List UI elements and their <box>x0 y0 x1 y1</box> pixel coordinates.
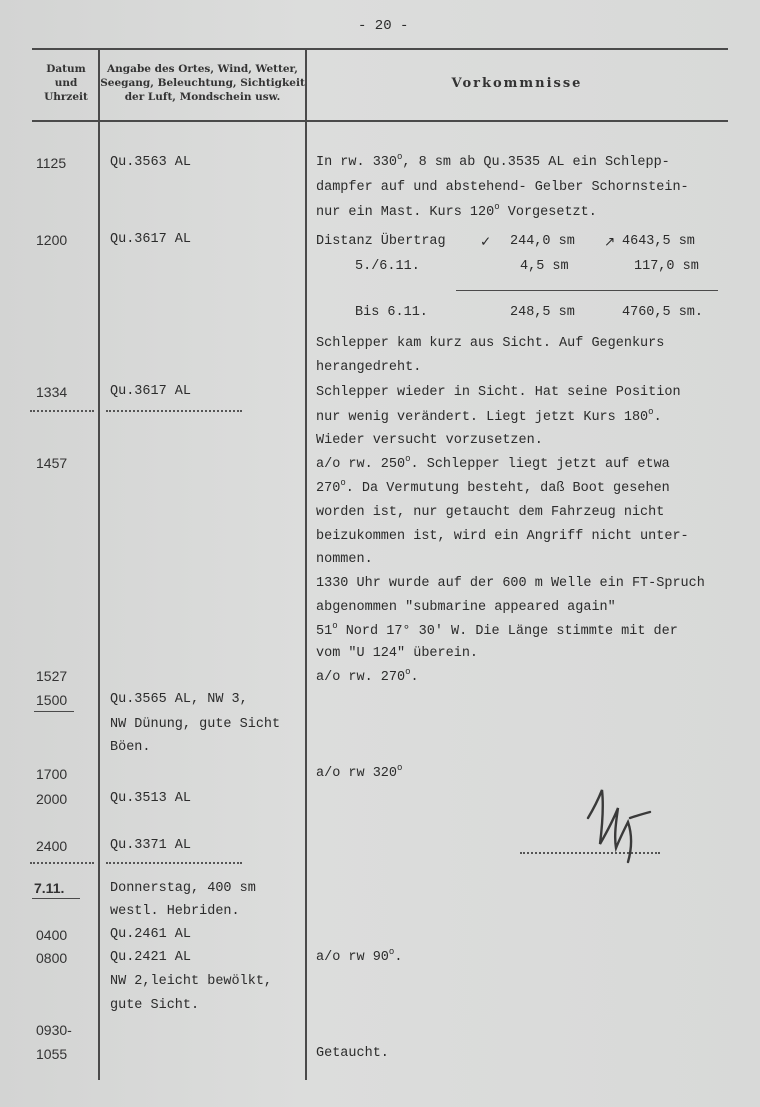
text-span: In rw. 330 <box>316 155 398 170</box>
column-divider-1 <box>98 50 100 1080</box>
place-0800: gute Sicht. <box>110 998 200 1013</box>
text-line <box>316 550 373 570</box>
time-0400: 0400 <box>36 927 68 943</box>
text-line <box>316 203 597 223</box>
text-line <box>316 598 616 618</box>
text-span: worden ist, nur getaucht dem Fahrzeug nicht <box>316 505 665 520</box>
text-line <box>316 153 670 173</box>
text-line: Schlepper kam kurz aus Sicht. Auf Gegenkurs <box>316 336 665 351</box>
place-1334: Qu.3617 AL <box>110 384 192 399</box>
text-span: a/o rw 320 <box>316 766 398 781</box>
text-line <box>316 644 478 664</box>
time-0800: 0800 <box>36 950 68 966</box>
place-0800: Qu.2421 AL <box>110 950 192 965</box>
dotted-rule <box>106 410 242 412</box>
time-1457: 1457 <box>36 455 68 471</box>
date-7-11: 7.11. <box>34 880 65 896</box>
place-1125: Qu.3563 AL <box>110 155 192 170</box>
time-1334: 1334 <box>36 384 68 400</box>
sum-rule <box>456 290 718 291</box>
place-0711: westl. Hebriden. <box>110 904 240 919</box>
time-1200: 1200 <box>36 232 68 248</box>
text-span: Vorgesetzt. <box>499 205 597 220</box>
text-span: 51 <box>316 624 333 639</box>
degree-sup: o <box>388 946 395 957</box>
page-number: - 20 - <box>358 18 409 34</box>
time-1055: 1055 <box>36 1046 68 1062</box>
top-rule <box>32 48 728 50</box>
degree-sup: o <box>397 762 403 773</box>
text-span: vom "U 124" überein. <box>316 646 479 661</box>
text-span: abgenommen "submarine appeared again" <box>316 600 616 615</box>
place-1500: Qu.3565 AL, NW 3, <box>110 692 248 707</box>
time-1700: 1700 <box>36 766 68 782</box>
dotted-rule <box>30 862 94 864</box>
header-ort-line: Seegang, Beleuchtung, Sichtigkeit <box>100 77 305 89</box>
text-span: 1330 Uhr wurde auf der 600 m Welle ein FT-Spruch <box>316 576 705 591</box>
text-span: 270 <box>316 481 341 496</box>
degree-sup: o <box>648 406 654 417</box>
header-datum-line: Datum <box>46 63 86 75</box>
text-line <box>316 622 678 642</box>
text-span: . <box>394 950 403 965</box>
header-rule <box>32 120 728 122</box>
header-ort <box>100 62 305 104</box>
text-line <box>316 764 402 784</box>
sum-value-2: 4760,5 sm. <box>622 305 704 320</box>
text-line: Getaucht. <box>316 1046 389 1061</box>
text-span: , 8 sm ab Qu.3535 AL ein Schlepp- <box>402 155 670 170</box>
degree-sup: o <box>494 201 500 212</box>
text-span: . Schlepper liegt jetzt auf etwa <box>410 457 670 472</box>
checkmark-icon: ✓ <box>480 234 492 250</box>
degree-sup: o <box>332 620 338 631</box>
text-line <box>316 431 543 451</box>
place-2400: Qu.3371 AL <box>110 838 192 853</box>
place-2000: Qu.3513 AL <box>110 791 192 806</box>
header-datum-line: Uhrzeit <box>44 91 88 103</box>
header-datum-line: und <box>54 77 78 89</box>
text-line <box>316 178 689 198</box>
text-span: beizukommen ist, wird ein Angriff nicht unter- <box>316 529 689 544</box>
text-span: Nord 17° 30' W. Die Länge stimmte mit der <box>337 624 678 639</box>
text-span: nur ein Mast. Kurs 120 <box>316 205 495 220</box>
text-span: . <box>410 670 419 685</box>
text-span: . <box>653 410 662 425</box>
sum-value-1: 248,5 sm <box>510 305 575 320</box>
text-span: Wieder versucht vorzusetzen. <box>316 433 543 448</box>
place-1500: NW Dünung, gute Sicht <box>110 717 281 732</box>
header-ort-line: der Luft, Mondschein usw. <box>124 91 281 103</box>
degree-sup: o <box>405 666 411 677</box>
text-span: . Da Vermutung besteht, daß Boot gesehen <box>345 481 670 496</box>
text-line <box>316 408 662 428</box>
text-line <box>316 503 664 523</box>
date-underline <box>34 711 74 712</box>
distanz-label: Distanz Übertrag <box>316 234 446 249</box>
text-span: a/o rw 90 <box>316 950 389 965</box>
degree-sup: o <box>340 477 346 488</box>
degree-sup: o <box>405 453 411 464</box>
time-2400: 2400 <box>36 838 68 854</box>
day-value-2: 117,0 sm <box>634 259 699 274</box>
degree-sup: o <box>397 151 403 162</box>
header-vorkommnisse: Vorkommnisse <box>451 76 583 91</box>
place-1500: Böen. <box>110 740 151 755</box>
text-span: Schlepper wieder in Sicht. Hat seine Position <box>316 385 681 400</box>
text-line <box>316 527 689 547</box>
header-datum <box>36 62 96 104</box>
text-line <box>316 383 681 403</box>
text-line <box>316 948 402 968</box>
place-0400: Qu.2461 AL <box>110 927 192 942</box>
arrow-icon: ↗ <box>604 234 616 250</box>
text-span: nur wenig verändert. Liegt jetzt Kurs 180 <box>316 410 649 425</box>
place-0800: NW 2,leicht bewölkt, <box>110 974 273 989</box>
text-span: nommen. <box>316 552 373 567</box>
time-0930: 0930- <box>36 1022 72 1038</box>
text-span: dampfer auf und abstehend- Gelber Schornstein- <box>316 180 689 195</box>
place-0711: Donnerstag, 400 sm <box>110 881 256 896</box>
text-line <box>316 479 670 499</box>
text-line: herangedreht. <box>316 360 422 375</box>
text-line <box>316 668 419 688</box>
dotted-rule <box>106 862 242 864</box>
header-ort-line: Angabe des Ortes, Wind, Wetter, <box>107 63 298 75</box>
time-2000: 2000 <box>36 791 68 807</box>
text-line <box>316 455 670 475</box>
dotted-rule <box>30 410 94 412</box>
date-underline <box>32 898 80 899</box>
distanz-value-1: 244,0 sm <box>510 234 575 249</box>
text-span: a/o rw. 270 <box>316 670 406 685</box>
text-line <box>316 574 705 594</box>
handwritten-signature <box>580 778 660 868</box>
time-1125: 1125 <box>36 155 67 171</box>
day-label: 5./6.11. <box>355 259 420 274</box>
sum-label: Bis 6.11. <box>355 305 428 320</box>
column-divider-2 <box>305 50 307 1080</box>
time-1527: 1527 <box>36 668 68 684</box>
time-1500: 1500 <box>36 692 68 708</box>
day-value-1: 4,5 sm <box>520 259 569 274</box>
distanz-value-2: 4643,5 sm <box>622 234 695 249</box>
text-span: a/o rw. 250 <box>316 457 406 472</box>
place-1200: Qu.3617 AL <box>110 232 192 247</box>
